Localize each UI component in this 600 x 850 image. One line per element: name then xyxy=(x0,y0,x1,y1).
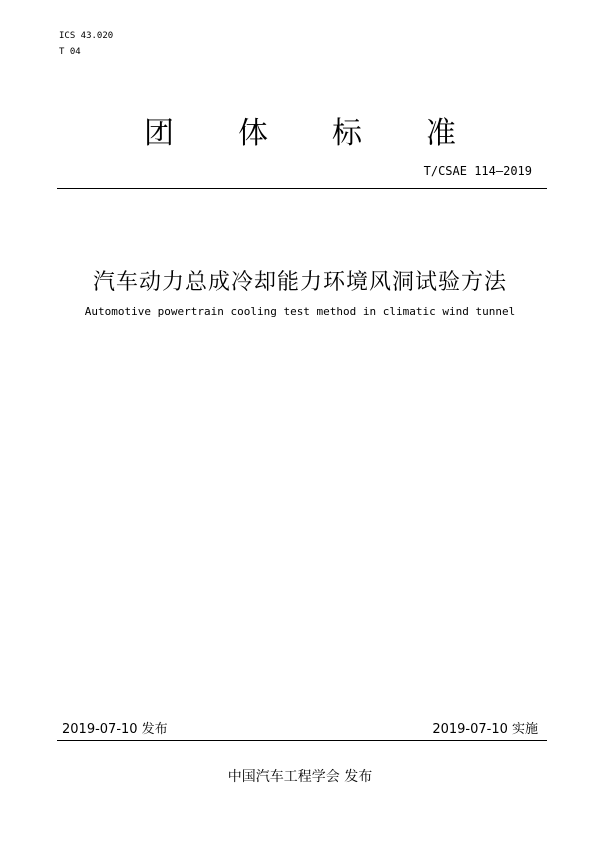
bottom-divider xyxy=(57,740,547,741)
document-title-english: Automotive powertrain cooling test method in climatic wind tunnel xyxy=(84,305,516,318)
ccs-code: T 04 xyxy=(59,47,81,57)
implement-date: 2019-07-10 实施 xyxy=(432,722,538,737)
ics-code: ICS 43.020 xyxy=(59,31,114,41)
publish-date: 2019-07-10 发布 xyxy=(62,722,168,737)
publisher: 中国汽车工程学会 发布 xyxy=(227,769,373,785)
top-divider xyxy=(57,188,547,189)
standard-type-title: 团体标准 xyxy=(144,116,520,151)
standard-number: T/CSAE 114—2019 xyxy=(423,164,532,178)
document-title: 汽车动力总成冷却能力环境风洞试验方法 xyxy=(92,270,507,295)
